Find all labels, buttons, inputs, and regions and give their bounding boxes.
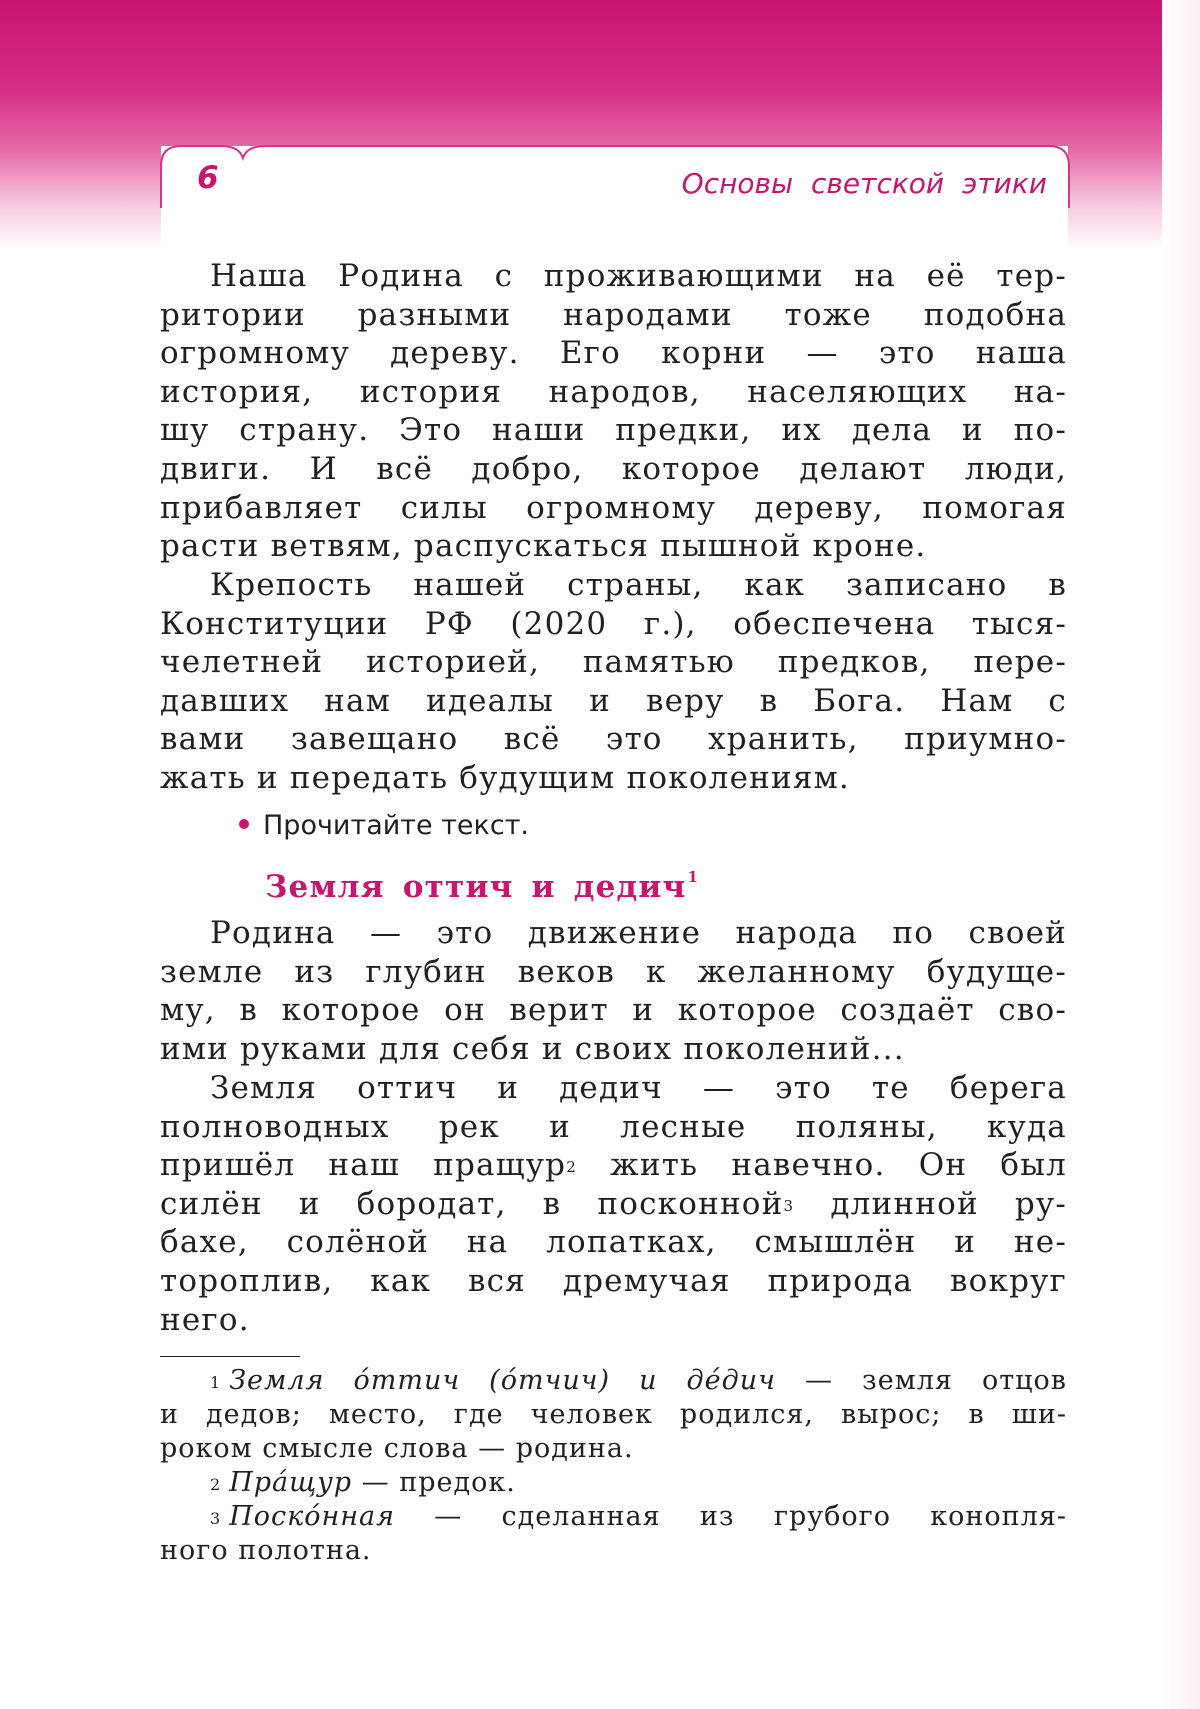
text-fragment: длинной ру- — [794, 1185, 1068, 1222]
text-fragment: — сделанная из грубого конопля- — [395, 1501, 1067, 1532]
text-fragment: — земля отцов — [775, 1365, 1067, 1396]
footnotes — [160, 1364, 1067, 1568]
footnote-divider — [160, 1356, 300, 1357]
text-line — [160, 1146, 1067, 1185]
page-right-edge-line — [1162, 0, 1163, 250]
text-line: история, история народов, населяющих на- — [160, 373, 1067, 410]
footnote-number: 2 — [210, 1475, 222, 1494]
text-line: Родина — это движение народа по своей — [210, 915, 1067, 951]
text-line: вами завещано всё это хранить, приумно- — [160, 721, 1067, 758]
text-line: огромному дереву. Его корни — это наша — [160, 335, 1067, 372]
text-fragment: жить навечно. Он был — [576, 1147, 1067, 1184]
text-line: жать и передать будущим поколениям. — [160, 759, 850, 796]
footnote-number: 3 — [210, 1509, 222, 1528]
bullet-icon — [239, 819, 249, 829]
task-item — [239, 812, 529, 839]
text-line: Наша Родина с проживающими на её тер- — [210, 258, 1067, 294]
task-text: Прочитайте текст. — [263, 810, 530, 841]
text-line: челетней историей, памятью предков, пере- — [160, 644, 1067, 681]
footnote-ref: 1 — [687, 868, 700, 886]
text-line: Земля оттич и дедич — это те берега — [210, 1070, 1067, 1106]
footnote-ref: 2 — [566, 1158, 577, 1177]
text-line: Крепость нашей страны, как записано в — [210, 567, 1067, 603]
text-line: ими руками для себя и своих поколений... — [160, 1030, 905, 1067]
running-title: Основы светской этики — [681, 167, 1047, 200]
footnote-term: Поскóнная — [229, 1501, 396, 1532]
text-line: прибавляет силы огромному дереву, помогая — [160, 489, 1067, 526]
text-fragment: пришёл наш пращур — [160, 1147, 567, 1184]
text-line: двиги. И всё добро, которое делают люди, — [160, 450, 1067, 487]
text-line — [160, 1185, 1067, 1224]
footnote-number: 1 — [210, 1373, 222, 1392]
text-line: му, в которое он верит и которое создаёт сво- — [160, 992, 1067, 1029]
section-heading — [265, 868, 700, 905]
text-line: расти ветвям, распускаться пышной кроне. — [160, 528, 927, 565]
text-line: бахе, солёной на лопатках, смышлён и не- — [160, 1224, 1067, 1261]
footnote-ref: 3 — [783, 1196, 795, 1215]
footnote-term: Прáщур — [229, 1467, 353, 1498]
footnote-line: ного полотна. — [160, 1535, 372, 1566]
text-line: шу страну. Это наши предки, их дела и по- — [160, 412, 1067, 449]
section2-paragraph1 — [160, 914, 1067, 1068]
page-right-edge — [1162, 0, 1200, 1709]
text-fragment: силён и бородат, в посконной — [160, 1185, 784, 1222]
text-fragment: — предок. — [352, 1467, 516, 1498]
footnote-term: Земля óттич (óтчич) и дéдич — [229, 1365, 776, 1396]
page-number: 6 — [197, 160, 219, 196]
footnote-1 — [160, 1364, 1067, 1398]
text-line: тороплив, как вся дремучая природа вокруг — [160, 1262, 1067, 1299]
text-line: давших нам идеалы и веру в Бога. Нам с — [160, 682, 1067, 719]
section-heading-text: Земля оттич и дедич — [265, 869, 687, 905]
text-line: земле из глубин веков к желанному будуще- — [160, 953, 1067, 990]
footnote-3 — [160, 1500, 1067, 1534]
footnote-line: роком смысле слова — родина. — [160, 1433, 634, 1464]
text-line: ритории разными народами тоже подобна — [160, 296, 1067, 333]
text-line: полноводных рек и лесные поляны, куда — [160, 1108, 1067, 1145]
text-line: Конституции РФ (2020 г.), обеспечена тыся- — [160, 605, 1067, 642]
text-line: него. — [160, 1301, 250, 1338]
section1-paragraph1 — [160, 257, 1067, 566]
footnote-2 — [160, 1466, 1067, 1500]
section2-paragraph2 — [160, 1069, 1067, 1339]
section1-paragraph2 — [160, 566, 1067, 798]
footnote-line: и дедов; место, где человек родился, вырос; в ши- — [160, 1399, 1067, 1430]
